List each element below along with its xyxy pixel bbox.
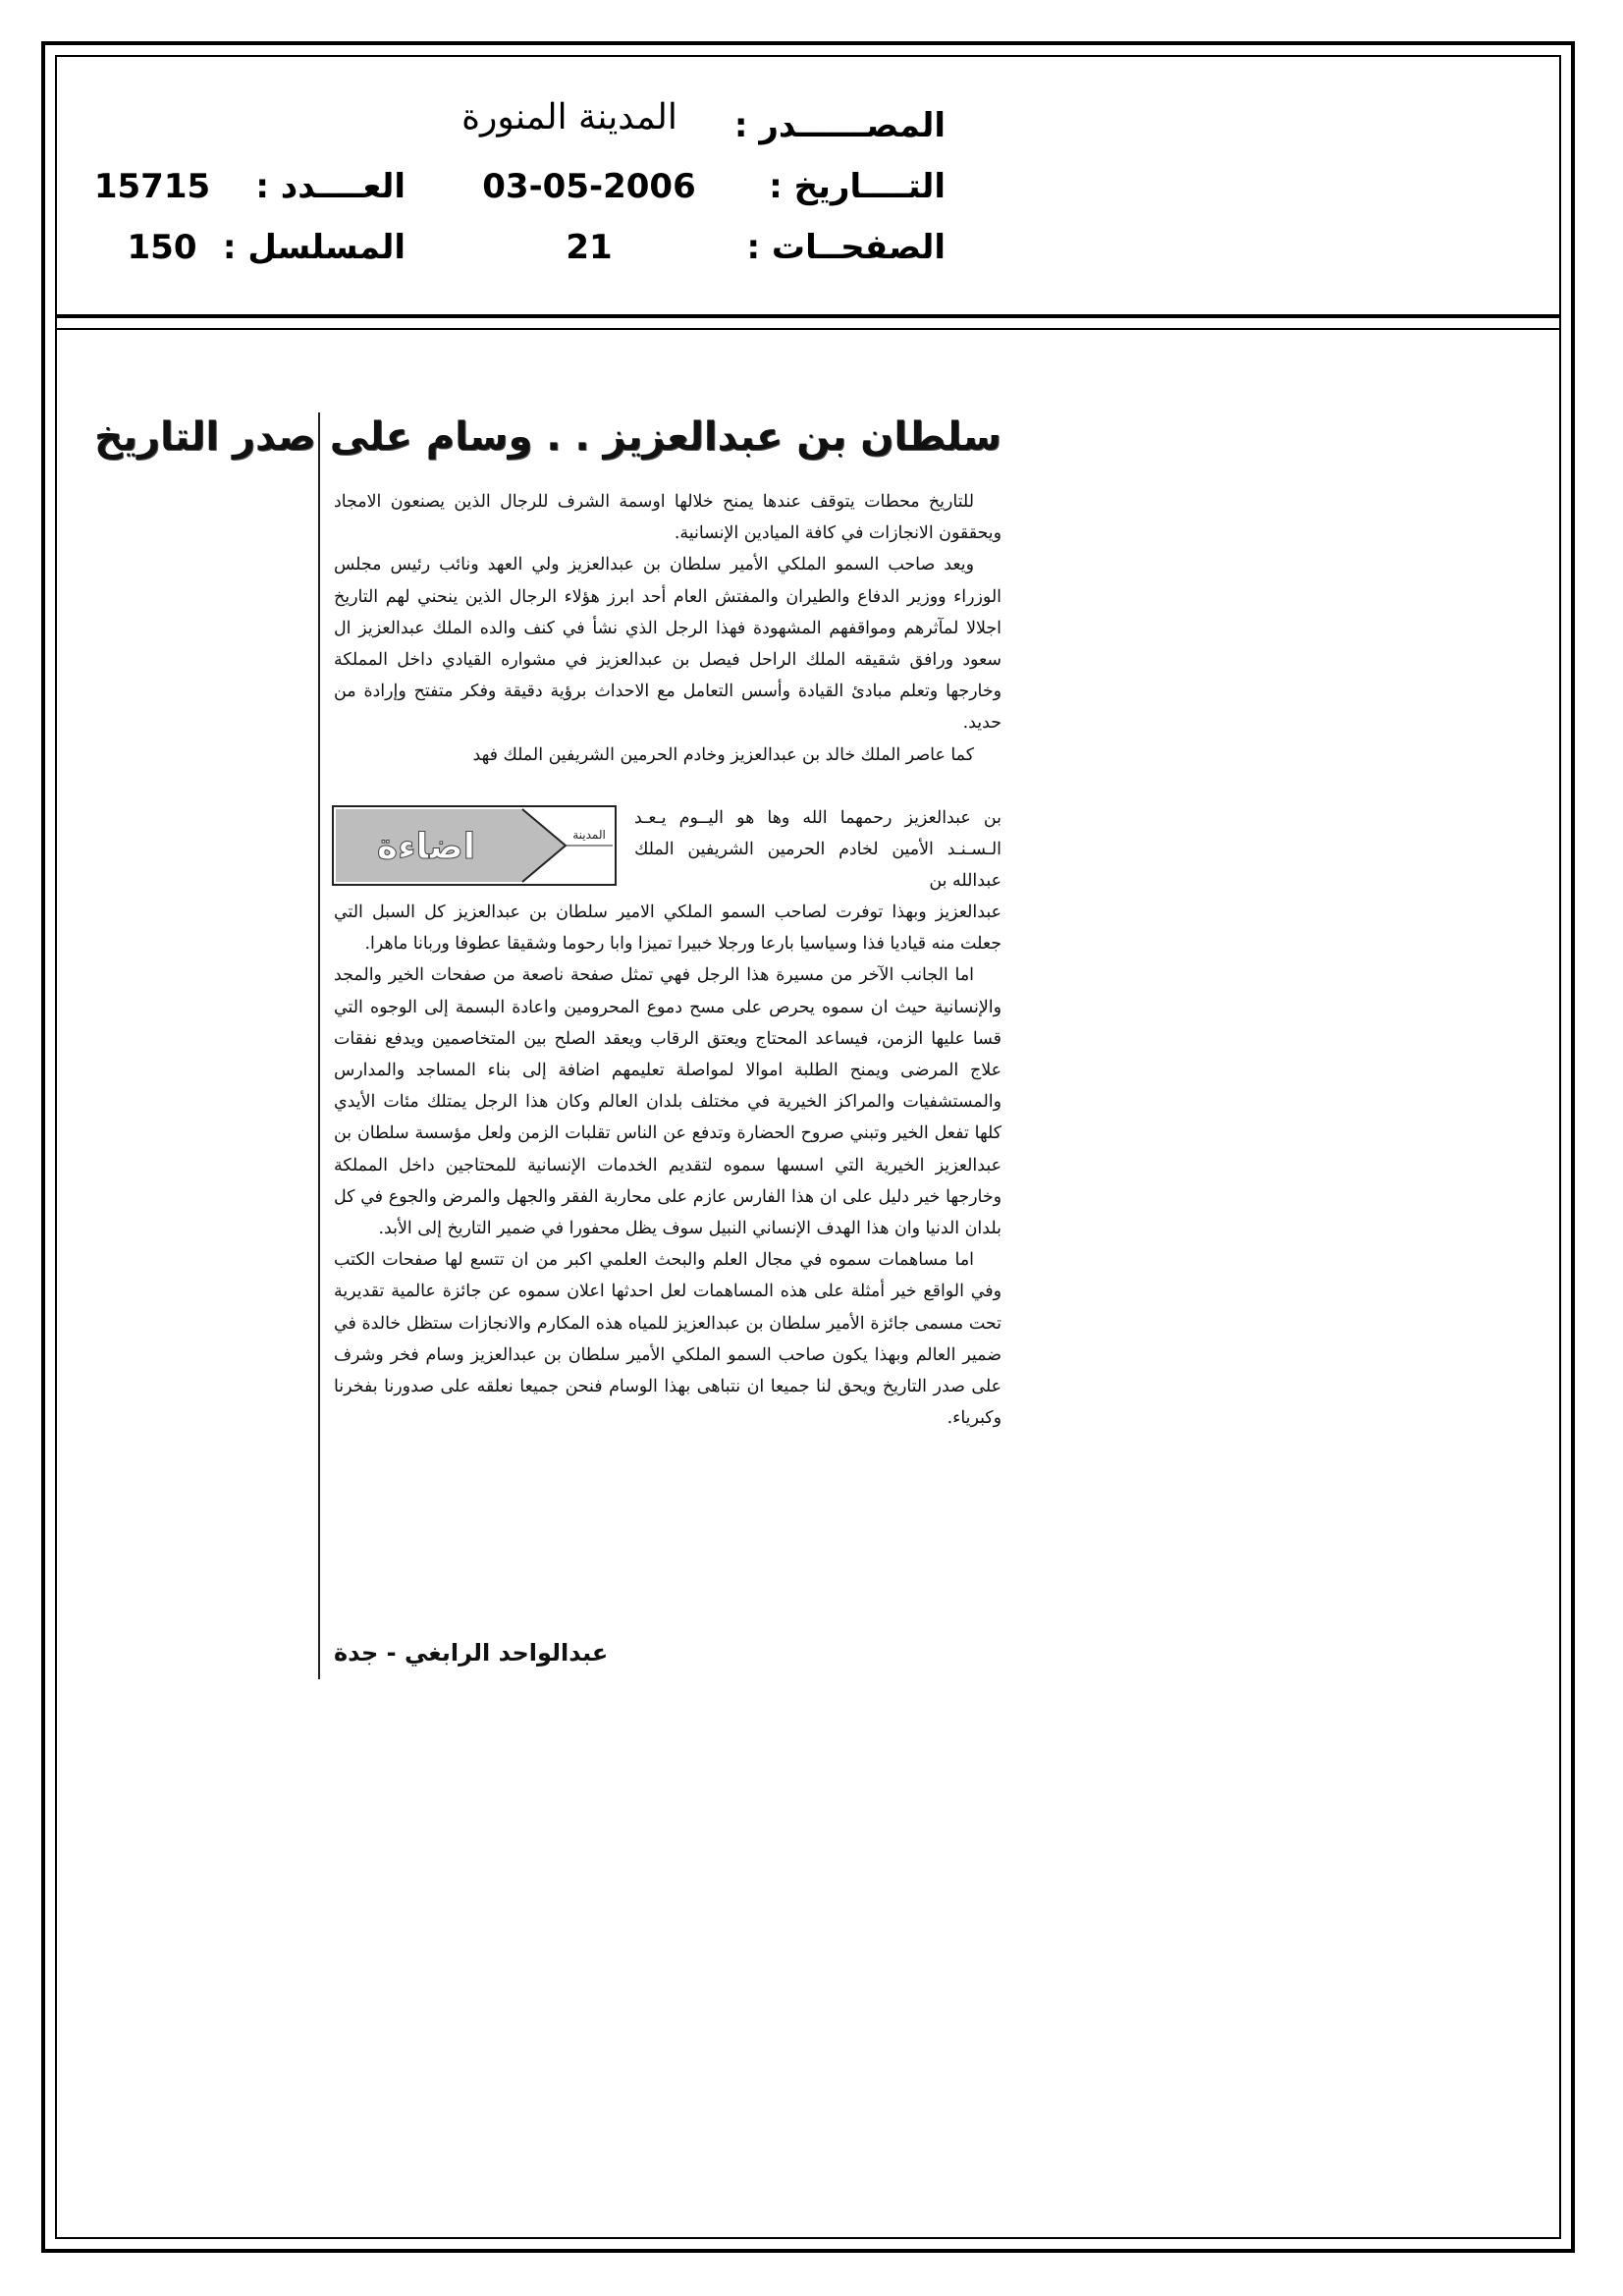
paragraph-4: اما الجانب الآخر من مسيرة هذا الرجل فهي تمثل صفحة ناصعة من صفحات الخير والمجد والإنسانية حيث ان سموه يحرص على مسح دموع المحرومين واعادة البسمة إلى الوجوه التي قسا عليها الزمن، فيساعد المحتاج ويعتق الرقاب ويعقد الصلح بين المتخاصمين ويدفع نفقات علاج المرضى ويمنح الطلبة اموالا لمواصلة تعليمهم اضافة إلى بناء المساجد والمدارس والمستشفيات والمراكز الخيرية في مختلف بلدان العالم وكان هذا الرجل يمتلك مئات الأيدي كلها تفعل الخير وتبني صروح الحضارة وتدفع عن الناس تقلبات الزمن ولعل مؤسسة سلطان بن عبدالعزيز الخيرية التي اسسها سموه لتقديم الخدمات الإنسانية للمحتاجين داخل المملكة وخارجها خير دليل على ان هذا الفارس عازم على محاربة الفقر والجهل والمرض والجوع في كل بلدان الدنيا وان هذا الهدف الإنساني النبيل سوف يظل محفورا في ضمير التاريخ إلى الأبد.	[334, 965, 1001, 1239]
paragraph-2: ويعد صاحب السمو الملكي الأمير سلطان بن عبدالعزيز ولي العهد ونائب رئيس مجلس الوزراء ووزير الدفاع والطيران والمفتش العام أحد ابرز هؤلاء الرجال الذين ينحني لهم التاريخ اجلالا لمآثرهم ومواقفهم المشهودة فهذا الرجل الذي نشأ في كنف والده الملك عبدالعزيز ال سعود ورافق شقيقه الملك الراحل فيصل بن عبدالعزيز في مشواره القيادي داخل المملكة وخارجها وتعلم مبادئ القيادة وأسس التعامل مع الاحداث برؤية دقيقة وفكر متفتح وإرادة من حديد.	[334, 555, 1001, 734]
header-divider	[55, 314, 1561, 318]
article-author: عبدالواحد الرابغي - جدة	[334, 1639, 609, 1667]
article-left-rule	[318, 412, 320, 1679]
article-side-column	[634, 802, 1001, 898]
header-divider-inner	[55, 328, 1561, 330]
pages-value: 21	[566, 228, 613, 267]
ida-a-logo-icon	[332, 805, 617, 886]
column-logo	[332, 805, 617, 886]
serial-label: المسلسل :	[222, 228, 406, 267]
article-headline: سلطان بن عبدالعزيز . . وسام على صدر التاريخ	[94, 414, 1001, 460]
article-clipping	[94, 408, 1001, 1682]
serial-value: 150	[127, 228, 197, 267]
issue-label: العــــدد :	[255, 167, 406, 206]
paragraph-3-middle: بن عبدالعزيز رحمهما الله وها هو اليــوم يـعـد الـسـنـد الأمين لخادم الحرمين الشريفين الملك عبدالله بن	[634, 808, 1001, 892]
paragraph-1: للتاريخ محطات يتوقف عندها يمنح خلالها اوسمة الشرف للرجال الذين يصنعون الامجاد ويحققون الانجازات في كافة الميادين الإنسانية.	[334, 492, 1001, 544]
source-value: المدينة المنورة	[461, 97, 677, 137]
article-body-top	[334, 486, 1001, 771]
issue-value: 15715	[93, 167, 211, 206]
logo-title: اضاءة	[376, 827, 476, 867]
logo-small-text: المدينة	[572, 828, 606, 842]
date-label: التــــاريخ :	[769, 167, 946, 206]
pages-label: الصفحــات :	[746, 228, 946, 267]
date-value: 03-05-2006	[482, 167, 696, 206]
paragraph-3-end: عبدالعزيز وبهذا توفرت لصاحب السمو الملكي الامير سلطان بن عبدالعزيز كل السبل التي جعلت منه قياديا فذا وسياسيا بارعا ورجلا خبيرا تميزا وابا رحوما وشقيقا عطوفا وربانا ماهرا.	[334, 902, 1001, 955]
article-body-bottom	[334, 897, 1001, 1434]
source-label: المصــــــدر :	[733, 106, 946, 145]
paragraph-5: اما مساهمات سموه في مجال العلم والبحث العلمي اكبر من ان تتسع لها صفحات الكتب وفي الواقع خير أمثلة على هذه المساهمات لعل احدثها اعلان سموه عن جائزة عالمية تقديرية تحت مسمى جائزة الأمير سلطان بن عبدالعزيز للمياه هذه المكارم والانجازات ستظل خالدة في ضمير العالم وبهذا يكون صاحب السمو الملكي الأمير سلطان بن عبدالعزيز وسام فخر وشرف على صدر التاريخ ويحق لنا جميعا ان نتباهى بهذا الوسام فنحن جميعا نعلقه على صدورنا بفخرنا وكبرياء.	[334, 1250, 1001, 1429]
paragraph-3-start: كما عاصر الملك خالد بن عبدالعزيز وخادم الحرمين الشريفين الملك فهد	[472, 744, 974, 765]
